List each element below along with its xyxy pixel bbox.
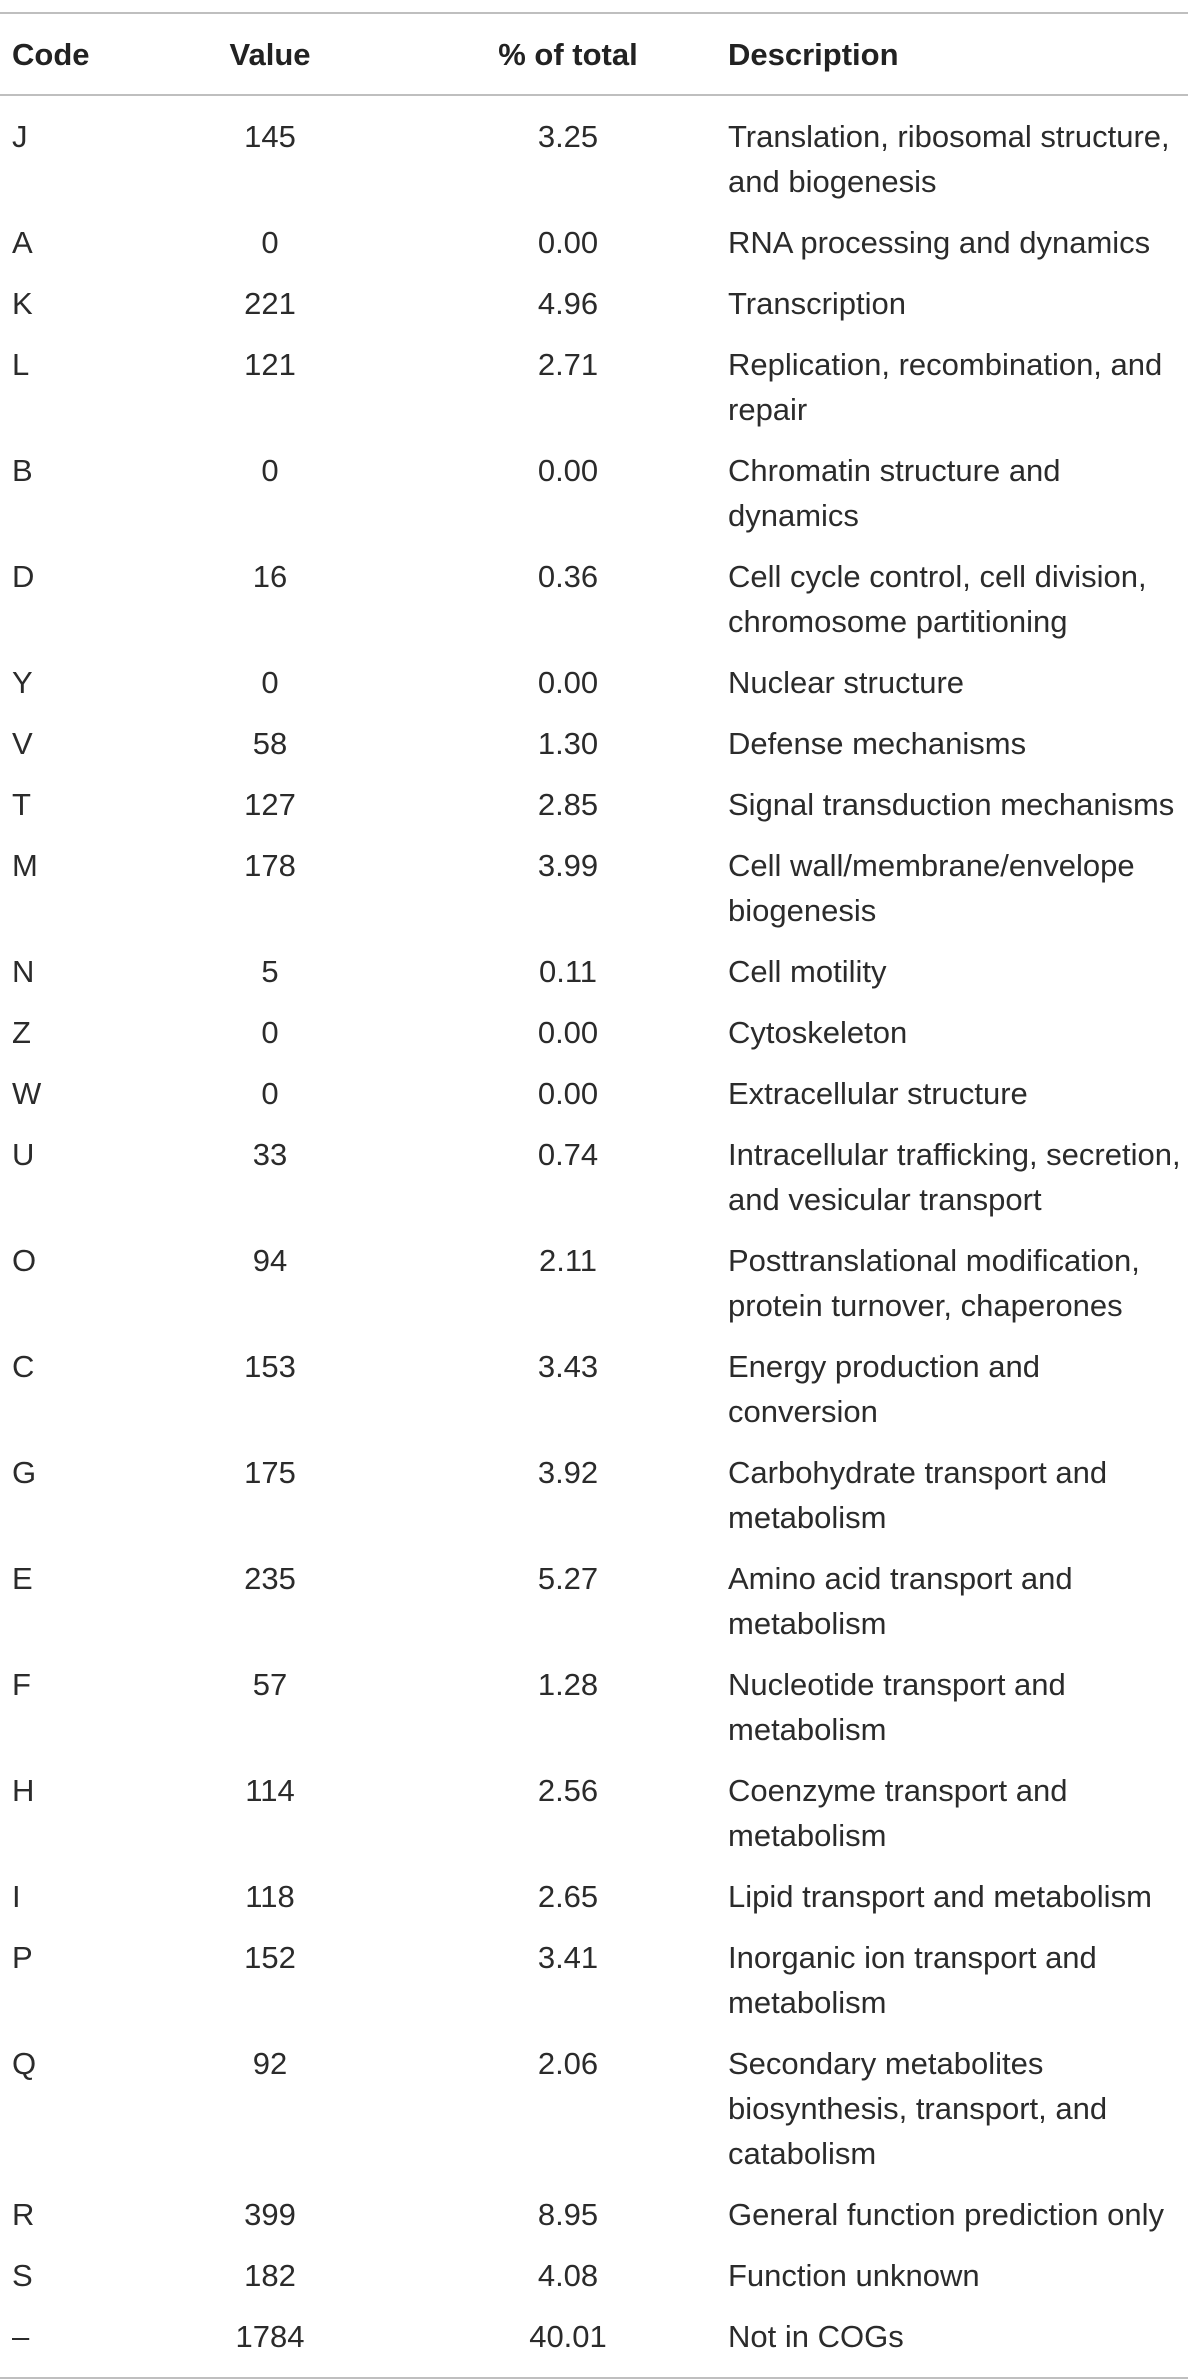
- cog-category-table: [0, 12, 1188, 2379]
- cell-code: C: [12, 1349, 35, 1384]
- cell-code: W: [12, 1076, 42, 1111]
- table-row: [0, 835, 1188, 941]
- table-row: [0, 1002, 1188, 1063]
- cell-description: Chromatin structure and dynamics: [728, 453, 1061, 533]
- cell-value: 153: [244, 1349, 296, 1384]
- table-row: [0, 334, 1188, 440]
- cell-code: Z: [12, 1015, 31, 1050]
- table-row: [0, 2306, 1188, 2378]
- cell-value: 121: [244, 347, 296, 382]
- cell-description: Energy production and conversion: [728, 1349, 1040, 1429]
- cell-percent: 0.36: [537, 559, 599, 594]
- cell-value: 0: [261, 665, 279, 700]
- cell-description: Intracellular trafficking, secretion, and vesicular transport: [728, 1137, 1181, 1217]
- cell-description: Cell cycle control, cell division, chromosome partitioning: [728, 559, 1147, 639]
- table-row: [0, 546, 1188, 652]
- cell-code: J: [12, 119, 28, 154]
- table-row: [0, 95, 1188, 212]
- cell-description: Cell motility: [728, 954, 887, 989]
- cell-percent: 2.85: [537, 787, 599, 822]
- cell-percent: 0.00: [537, 1015, 599, 1050]
- cell-code: Y: [12, 665, 33, 700]
- cell-value: 221: [244, 286, 296, 321]
- cell-description: Defense mechanisms: [728, 726, 1027, 761]
- cell-percent: 2.56: [537, 1773, 599, 1808]
- table-row: [0, 1442, 1188, 1548]
- cell-percent: 40.01: [529, 2319, 607, 2354]
- cell-percent: 3.99: [537, 848, 599, 883]
- table-row: [0, 652, 1188, 713]
- cell-value: 399: [244, 2197, 296, 2232]
- cell-value: 114: [245, 1773, 295, 1808]
- table-row: [0, 1336, 1188, 1442]
- cell-description: Posttranslational modification, protein turnover, chaperones: [728, 1243, 1140, 1323]
- cell-percent: 0.11: [538, 954, 598, 989]
- cell-value: 94: [252, 1243, 288, 1278]
- cell-value: 152: [244, 1940, 296, 1975]
- cell-description: General function prediction only: [728, 2197, 1164, 2232]
- cell-code: T: [12, 787, 31, 822]
- cell-description: Translation, ribosomal structure, and biogenesis: [728, 119, 1170, 199]
- header-percent: % of total: [498, 36, 638, 72]
- cell-description: Extracellular structure: [728, 1076, 1028, 1111]
- header-value: Value: [229, 36, 311, 72]
- cell-value: 58: [252, 726, 288, 761]
- cell-code: G: [12, 1455, 37, 1490]
- cell-code: U: [12, 1137, 35, 1172]
- cell-description: Nucleotide transport and metabolism: [728, 1667, 1066, 1747]
- cell-description: Signal transduction mechanisms: [728, 787, 1175, 822]
- table-row: [0, 713, 1188, 774]
- table-row: [0, 212, 1188, 273]
- cell-percent: 3.43: [537, 1349, 599, 1384]
- cell-description: Carbohydrate transport and metabolism: [728, 1455, 1108, 1535]
- cell-code: M: [12, 848, 38, 883]
- cell-code: K: [12, 286, 33, 321]
- cell-value: 127: [244, 787, 296, 822]
- cell-code: L: [12, 347, 30, 382]
- cell-value: 118: [245, 1879, 295, 1914]
- cell-description: Function unknown: [728, 2258, 980, 2293]
- cell-value: 33: [252, 1137, 288, 1172]
- cell-code: S: [12, 2258, 33, 2293]
- cell-code: V: [12, 726, 33, 761]
- cell-value: 182: [244, 2258, 296, 2293]
- cell-value: 0: [261, 1076, 279, 1111]
- cell-description: RNA processing and dynamics: [728, 225, 1151, 260]
- cell-description: Coenzyme transport and metabolism: [728, 1773, 1068, 1853]
- cell-code: D: [12, 559, 35, 594]
- cell-description: Cell wall/membrane/envelope biogenesis: [728, 848, 1135, 928]
- cell-value: 16: [252, 559, 288, 594]
- cell-value: 1784: [235, 2319, 305, 2354]
- cell-percent: 2.11: [538, 1243, 598, 1278]
- table-row: [0, 1866, 1188, 1927]
- cell-percent: 0.00: [537, 453, 599, 488]
- cell-value: 175: [244, 1455, 296, 1490]
- table-row: [0, 774, 1188, 835]
- cell-percent: 5.27: [537, 1561, 599, 1596]
- table-row: [0, 2033, 1188, 2184]
- cell-code: I: [12, 1879, 21, 1914]
- cell-value: 0: [261, 453, 279, 488]
- table-row: [0, 941, 1188, 1002]
- table-row: [0, 1654, 1188, 1760]
- cell-percent: 2.71: [537, 347, 599, 382]
- table-body: [0, 95, 1188, 2378]
- cell-percent: 3.92: [537, 1455, 599, 1490]
- cell-code: Q: [12, 2046, 37, 2081]
- table-row: [0, 273, 1188, 334]
- table-row: [0, 440, 1188, 546]
- cell-percent: 4.08: [537, 2258, 599, 2293]
- table-row: [0, 1760, 1188, 1866]
- cell-value: 0: [261, 225, 279, 260]
- cell-code: F: [12, 1667, 31, 1702]
- cell-code: E: [12, 1561, 33, 1596]
- cell-code: H: [12, 1773, 35, 1808]
- table-row: [0, 1230, 1188, 1336]
- cell-percent: 0.00: [537, 1076, 599, 1111]
- cell-description: Replication, recombination, and repair: [728, 347, 1163, 427]
- table-row: [0, 1063, 1188, 1124]
- cell-description: Secondary metabolites biosynthesis, transport, and catabolism: [728, 2046, 1108, 2171]
- cell-code: N: [12, 954, 35, 989]
- table-header: [0, 13, 1188, 95]
- cell-code: R: [12, 2197, 35, 2232]
- cell-value: 92: [252, 2046, 288, 2081]
- cell-percent: 0.74: [537, 1137, 599, 1172]
- cell-value: 235: [244, 1561, 296, 1596]
- cell-value: 5: [261, 954, 279, 989]
- cell-description: Amino acid transport and metabolism: [728, 1561, 1073, 1641]
- cell-percent: 1.30: [537, 726, 599, 761]
- cell-percent: 4.96: [537, 286, 599, 321]
- table-row: [0, 1124, 1188, 1230]
- cell-percent: 8.95: [537, 2197, 599, 2232]
- cell-description: Inorganic ion transport and metabolism: [728, 1940, 1097, 2020]
- cell-percent: 2.06: [537, 2046, 599, 2081]
- cell-description: Transcription: [728, 286, 907, 321]
- header-description: Description: [728, 36, 899, 72]
- cell-code: O: [12, 1243, 37, 1278]
- cell-percent: 0.00: [537, 225, 599, 260]
- header-row: [0, 13, 1188, 95]
- table-row: [0, 2245, 1188, 2306]
- cell-percent: 3.25: [537, 119, 599, 154]
- cell-description: Cytoskeleton: [728, 1015, 908, 1050]
- cell-description: Lipid transport and metabolism: [728, 1879, 1152, 1914]
- cell-code: –: [12, 2319, 30, 2354]
- table-row: [0, 2184, 1188, 2245]
- header-code: Code: [12, 36, 90, 72]
- cell-description: Not in COGs: [728, 2319, 904, 2354]
- table-row: [0, 1548, 1188, 1654]
- cell-percent: 3.41: [537, 1940, 599, 1975]
- cell-code: A: [12, 225, 33, 260]
- cell-code: P: [12, 1940, 33, 1975]
- cell-value: 145: [244, 119, 296, 154]
- cell-percent: 2.65: [537, 1879, 599, 1914]
- cell-value: 178: [244, 848, 296, 883]
- cell-description: Nuclear structure: [728, 665, 965, 700]
- cell-value: 0: [261, 1015, 279, 1050]
- cell-percent: 1.28: [537, 1667, 599, 1702]
- cell-value: 57: [252, 1667, 288, 1702]
- cell-code: B: [12, 453, 33, 488]
- cell-percent: 0.00: [537, 665, 599, 700]
- table-row: [0, 1927, 1188, 2033]
